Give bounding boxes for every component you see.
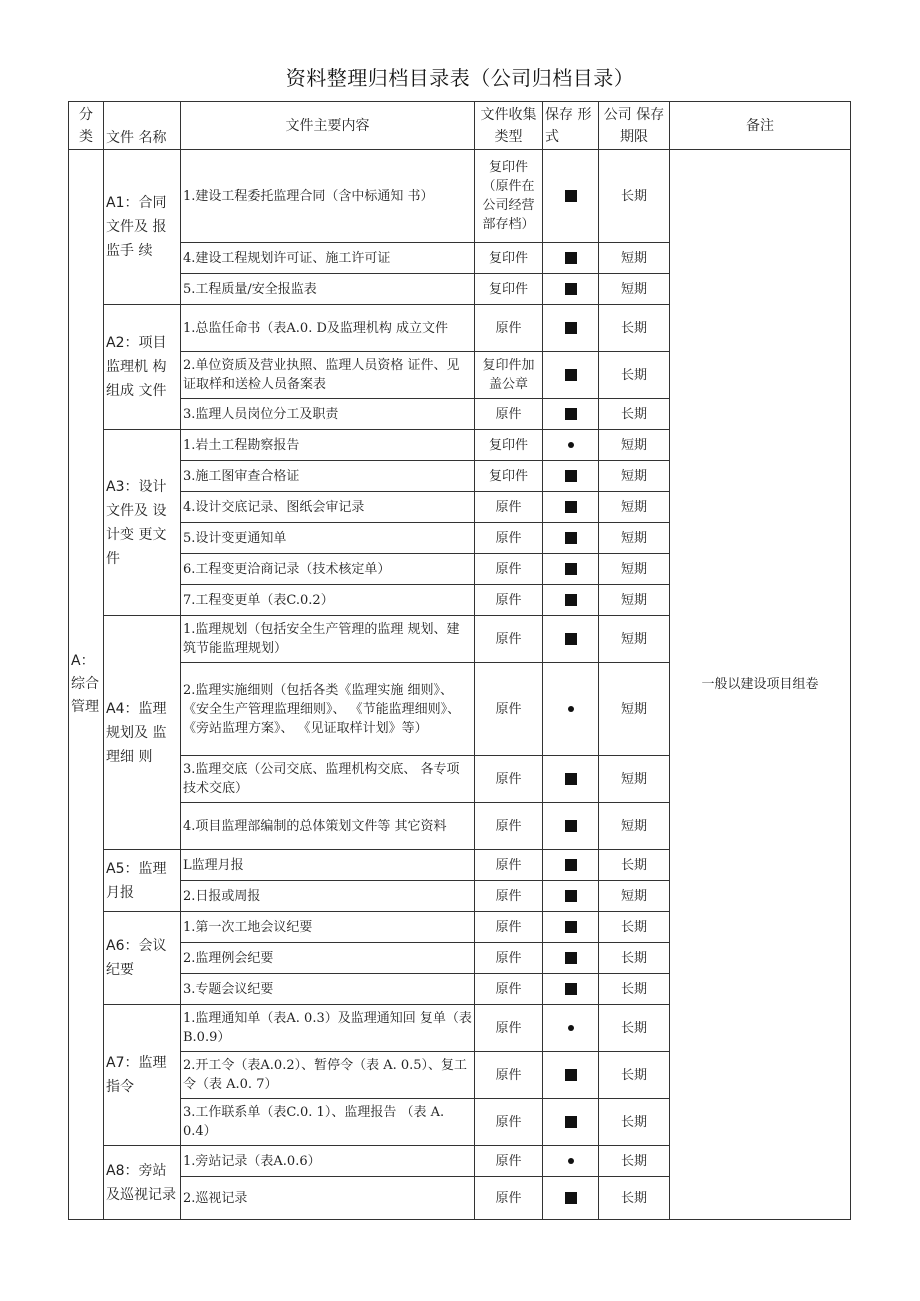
- collection-type-cell: 复印件: [475, 243, 543, 274]
- group-name-cell: A7：监理指令: [104, 1005, 181, 1146]
- filled-square-icon: [565, 501, 577, 513]
- group-name-cell: A6：会议纪要: [104, 912, 181, 1005]
- content-cell: 3.监理人员岗位分工及职责: [181, 399, 475, 430]
- retention-cell: 长期: [599, 1177, 670, 1220]
- storage-form-cell: [543, 585, 599, 616]
- collection-type-cell: 原件: [475, 554, 543, 585]
- group-name-cell: A1：合同文件及 报监手 续: [104, 150, 181, 305]
- filled-square-icon: [565, 773, 577, 785]
- collection-type-cell: 原件: [475, 492, 543, 523]
- content-cell: 4.项目监理部编制的总体策划文件等 其它资料: [181, 803, 475, 850]
- retention-cell: 长期: [599, 1146, 670, 1177]
- storage-form-cell: [543, 274, 599, 305]
- content-cell: 2.开工令（表A.0.2）、暂停令（表 A. 0.5）、复工令（表 A.0. 7）: [181, 1052, 475, 1099]
- retention-cell: 长期: [599, 352, 670, 399]
- collection-type-cell: 原件: [475, 881, 543, 912]
- storage-form-cell: [543, 399, 599, 430]
- collection-type-cell: 原件: [475, 974, 543, 1005]
- content-cell: 3.专题会议纪要: [181, 974, 475, 1005]
- retention-cell: 短期: [599, 554, 670, 585]
- retention-cell: 短期: [599, 274, 670, 305]
- retention-cell: 短期: [599, 585, 670, 616]
- dot-symbol-icon: [568, 706, 574, 712]
- dot-symbol-icon: [568, 1158, 574, 1164]
- filled-square-icon: [565, 190, 577, 202]
- storage-form-cell: [543, 305, 599, 352]
- content-cell: 4.建设工程规划许可证、施工许可证: [181, 243, 475, 274]
- page-title: 资料整理归档目录表（公司归档目录）: [285, 66, 635, 90]
- storage-form-cell: [543, 756, 599, 803]
- filled-square-icon: [565, 283, 577, 295]
- content-cell: 1.旁站记录（表A.0.6）: [181, 1146, 475, 1177]
- group-name-cell: A5：监理月报: [104, 850, 181, 912]
- content-cell: 5.设计变更通知单: [181, 523, 475, 554]
- storage-form-cell: [543, 243, 599, 274]
- retention-cell: 长期: [599, 305, 670, 352]
- header-file-name: 文件 名称: [104, 102, 181, 150]
- retention-cell: 短期: [599, 881, 670, 912]
- storage-form-cell: [543, 1099, 599, 1146]
- content-cell: 1.岩土工程勘察报告: [181, 430, 475, 461]
- content-cell: 1.建设工程委托监理合同（含中标通知 书）: [181, 150, 475, 243]
- collection-type-cell: 原件: [475, 399, 543, 430]
- retention-cell: 短期: [599, 756, 670, 803]
- collection-type-cell: 原件: [475, 616, 543, 663]
- filled-square-icon: [565, 859, 577, 871]
- collection-type-cell: 原件: [475, 943, 543, 974]
- filled-square-icon: [565, 820, 577, 832]
- header-collection-type: 文件收集类型: [475, 102, 543, 150]
- storage-form-cell: [543, 803, 599, 850]
- collection-type-cell: 原件: [475, 1005, 543, 1052]
- content-cell: 3.监理交底（公司交底、监理机构交底、 各专项技术交底）: [181, 756, 475, 803]
- filled-square-icon: [565, 1069, 577, 1081]
- collection-type-cell: 复印件加盖公章: [475, 352, 543, 399]
- content-cell: 2.日报或周报: [181, 881, 475, 912]
- retention-cell: 短期: [599, 663, 670, 756]
- storage-form-cell: [543, 150, 599, 243]
- header-category: 分 类: [69, 102, 104, 150]
- group-name-cell: A4：监理规划及 监理细 则: [104, 616, 181, 850]
- archive-catalog-table: [68, 101, 851, 1220]
- retention-cell: 短期: [599, 803, 670, 850]
- collection-type-cell: 复印件: [475, 430, 543, 461]
- retention-cell: 短期: [599, 430, 670, 461]
- storage-form-cell: [543, 850, 599, 881]
- content-cell: 1.监理通知单（表A. 0.3）及监理通知回 复单（表B.0.9）: [181, 1005, 475, 1052]
- group-name-cell: A3：设计文件及 设计变 更文件: [104, 430, 181, 616]
- content-cell: L监理月报: [181, 850, 475, 881]
- header-retention: 公司 保存期限: [599, 102, 670, 150]
- storage-form-cell: [543, 352, 599, 399]
- retention-cell: 短期: [599, 523, 670, 554]
- retention-cell: 长期: [599, 850, 670, 881]
- collection-type-cell: 原件: [475, 1177, 543, 1220]
- retention-cell: 长期: [599, 150, 670, 243]
- content-cell: 4.设计交底记录、图纸会审记录: [181, 492, 475, 523]
- content-cell: 5.工程质量/安全报监表: [181, 274, 475, 305]
- retention-cell: 短期: [599, 243, 670, 274]
- retention-cell: 长期: [599, 974, 670, 1005]
- collection-type-cell: 原件: [475, 1146, 543, 1177]
- group-name-cell: A2：项目监理机 构组成 文件: [104, 305, 181, 430]
- content-cell: 1.总监任命书（表A.0. D及监理机构 成立文件: [181, 305, 475, 352]
- storage-form-cell: [543, 492, 599, 523]
- content-cell: 1.第一次工地会议纪要: [181, 912, 475, 943]
- retention-cell: 长期: [599, 1005, 670, 1052]
- filled-square-icon: [565, 408, 577, 420]
- filled-square-icon: [565, 532, 577, 544]
- storage-form-cell: [543, 912, 599, 943]
- storage-form-cell: [543, 461, 599, 492]
- header-main-content: 文件主要内容: [181, 102, 475, 150]
- storage-form-cell: [543, 943, 599, 974]
- filled-square-icon: [565, 890, 577, 902]
- collection-type-cell: 原件: [475, 803, 543, 850]
- retention-cell: 短期: [599, 492, 670, 523]
- filled-square-icon: [565, 1192, 577, 1204]
- content-cell: 2.巡视记录: [181, 1177, 475, 1220]
- remarks-cell: 一般以建设项目组卷: [670, 150, 851, 1220]
- storage-form-cell: [543, 554, 599, 585]
- collection-type-cell: 原件: [475, 305, 543, 352]
- collection-type-cell: 复印件: [475, 274, 543, 305]
- collection-type-cell: 原件: [475, 585, 543, 616]
- retention-cell: 长期: [599, 1052, 670, 1099]
- filled-square-icon: [565, 633, 577, 645]
- filled-square-icon: [565, 594, 577, 606]
- storage-form-cell: [543, 523, 599, 554]
- table-row: [69, 150, 851, 243]
- storage-form-cell: [543, 1005, 599, 1052]
- storage-form-cell: [543, 881, 599, 912]
- filled-square-icon: [565, 983, 577, 995]
- filled-square-icon: [565, 470, 577, 482]
- content-cell: 2.监理实施细则（包括各类《监理实施 细则》、《安全生产管理监理细则》、 《节能监理细则》、《旁站监理方案》、 《见证取样计划》等）: [181, 663, 475, 756]
- storage-form-cell: [543, 430, 599, 461]
- collection-type-cell: 原件: [475, 756, 543, 803]
- content-cell: 3.工作联系单（表C.0. 1）、监理报告 （表 A. 0.4）: [181, 1099, 475, 1146]
- collection-type-cell: 原件: [475, 1099, 543, 1146]
- content-cell: 7.工程变更单（表C.0.2）: [181, 585, 475, 616]
- retention-cell: 短期: [599, 461, 670, 492]
- filled-square-icon: [565, 322, 577, 334]
- retention-cell: 长期: [599, 912, 670, 943]
- collection-type-cell: 复印件（原件在公司经营部存档）: [475, 150, 543, 243]
- content-cell: 1.监理规划（包括安全生产管理的监理 规划、建筑节能监理规划）: [181, 616, 475, 663]
- header-remarks: 备注: [670, 102, 851, 150]
- content-cell: 6.工程变更洽商记录（技术核定单）: [181, 554, 475, 585]
- storage-form-cell: [543, 1177, 599, 1220]
- storage-form-cell: [543, 974, 599, 1005]
- collection-type-cell: 原件: [475, 523, 543, 554]
- content-cell: 2.监理例会纪要: [181, 943, 475, 974]
- filled-square-icon: [565, 952, 577, 964]
- collection-type-cell: 原件: [475, 1052, 543, 1099]
- dot-symbol-icon: [568, 1025, 574, 1031]
- filled-square-icon: [565, 252, 577, 264]
- storage-form-cell: [543, 616, 599, 663]
- retention-cell: 长期: [599, 943, 670, 974]
- storage-form-cell: [543, 1052, 599, 1099]
- filled-square-icon: [565, 369, 577, 381]
- group-name-cell: A8：旁站及巡视记录: [104, 1146, 181, 1220]
- content-cell: 2.单位资质及营业执照、监理人员资格 证件、见证取样和送检人员备案表: [181, 352, 475, 399]
- collection-type-cell: 原件: [475, 850, 543, 881]
- collection-type-cell: 复印件: [475, 461, 543, 492]
- header-storage-form: 保存 形式: [543, 102, 599, 150]
- filled-square-icon: [565, 1116, 577, 1128]
- dot-symbol-icon: [568, 442, 574, 448]
- retention-cell: 长期: [599, 1099, 670, 1146]
- filled-square-icon: [565, 921, 577, 933]
- category-cell: A：综合管理: [69, 150, 104, 1220]
- retention-cell: 短期: [599, 616, 670, 663]
- storage-form-cell: [543, 1146, 599, 1177]
- storage-form-cell: [543, 663, 599, 756]
- collection-type-cell: 原件: [475, 663, 543, 756]
- collection-type-cell: 原件: [475, 912, 543, 943]
- content-cell: 3.施工图审查合格证: [181, 461, 475, 492]
- retention-cell: 长期: [599, 399, 670, 430]
- header-row: [69, 102, 851, 150]
- filled-square-icon: [565, 563, 577, 575]
